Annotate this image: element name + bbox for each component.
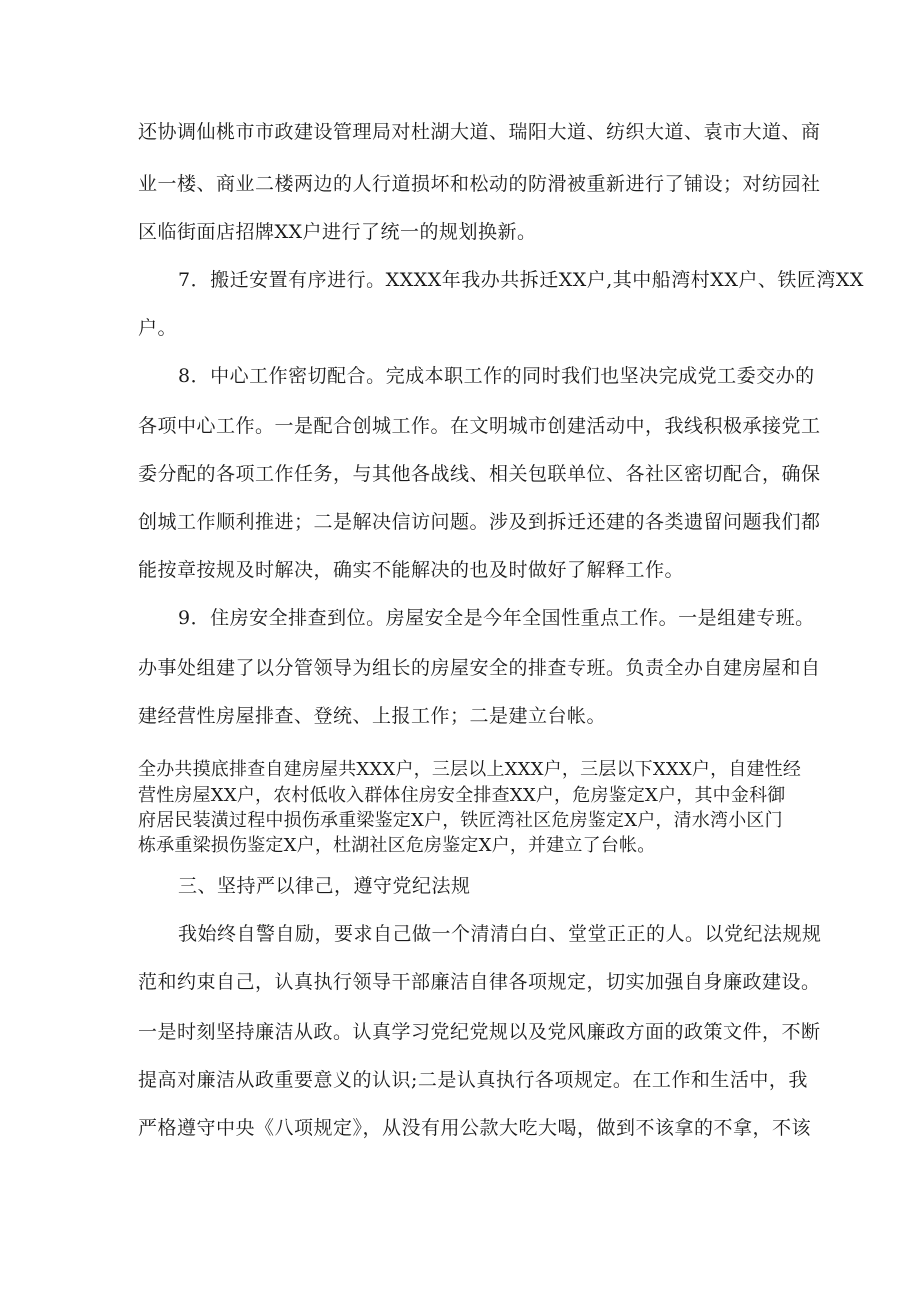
item-8-line-1: 8．中心工作密切配合。完成本职工作的同时我们也坚决完成党工委交办的 [178, 365, 815, 387]
item-7-line-2: 户。 [138, 317, 178, 339]
item-8-line-4: 创城工作顺利推进；二是解决信访问题。涉及到拆迁还建的各类遗留问题我们都 [138, 511, 821, 533]
item-8-line-3: 委分配的各项工作任务，与其他各战线、相关包联单位、各社区密切配合，确保 [138, 463, 821, 485]
item-9-line-2: 办事处组建了以分管领导为组长的房屋安全的排查专班。负责全办自建房屋和自 [138, 657, 821, 679]
paragraph-1-line-3: 区临街面店招牌XX户进行了统一的规划换新。 [138, 221, 537, 243]
item-9-line-1: 9．住房安全排查到位。房屋安全是今年全国性重点工作。一是组建专班。 [178, 607, 815, 629]
section-3-line-2: 范和约束自己，认真执行领导干部廉洁自律各项规定，切实加强自身廉政建设。 [138, 971, 821, 993]
survey-line-1: 全办共摸底排查自建房屋共XXX户，三层以上XXX户，三层以下XXX户，自建性经 [138, 759, 802, 780]
item-9-line-3: 建经营性房屋排查、登统、上报工作；二是建立台帐。 [138, 705, 607, 727]
section-3-heading: 三、坚持严以律己，遵守党纪法规 [178, 875, 471, 897]
section-3-line-1: 我始终自警自励，要求自己做一个清清白白、堂堂正正的人。以党纪法规规 [178, 923, 822, 945]
item-8-line-5: 能按章按规及时解决，确实不能解决的也及时做好了解释工作。 [138, 559, 685, 581]
section-3-line-5: 严格遵守中央《八项规定》，从没有用公款大吃大喝，做到不该拿的不拿，不该 [138, 1117, 812, 1139]
survey-line-4: 栋承重梁损伤鉴定X户，杜湖社区危房鉴定X户，并建立了台帐。 [138, 835, 656, 856]
paragraph-1-line-1: 还协调仙桃市市政建设管理局对杜湖大道、瑞阳大道、纺织大道、袁市大道、商 [138, 121, 821, 143]
item-7-line-1: 7．搬迁安置有序进行。XXXX年我办共拆迁XX户,其中船湾村XX户、铁匠湾XX [178, 269, 864, 291]
paragraph-1-line-2: 业一楼、商业二楼两边的人行道损坏和松动的防滑被重新进行了铺设；对纺园社 [138, 173, 821, 195]
survey-line-2: 营性房屋XX户，农村低收入群体住房安全排查XX户，危房鉴定X户，其中金科御 [138, 785, 786, 806]
section-3-line-3: 一是时刻坚持廉洁从政。认真学习党纪党规以及党风廉政方面的政策文件，不断 [138, 1021, 821, 1043]
section-3-line-4: 提高对廉洁从政重要意义的认识;二是认真执行各项规定。在工作和生活中，我 [138, 1069, 808, 1091]
item-8-line-2: 各项中心工作。一是配合创城工作。在文明城市创建活动中，我线积极承接党工 [138, 415, 821, 437]
survey-line-3: 府居民装潢过程中损伤承重梁鉴定X户，铁匠湾社区危房鉴定X户，清水湾小区门 [138, 810, 783, 831]
